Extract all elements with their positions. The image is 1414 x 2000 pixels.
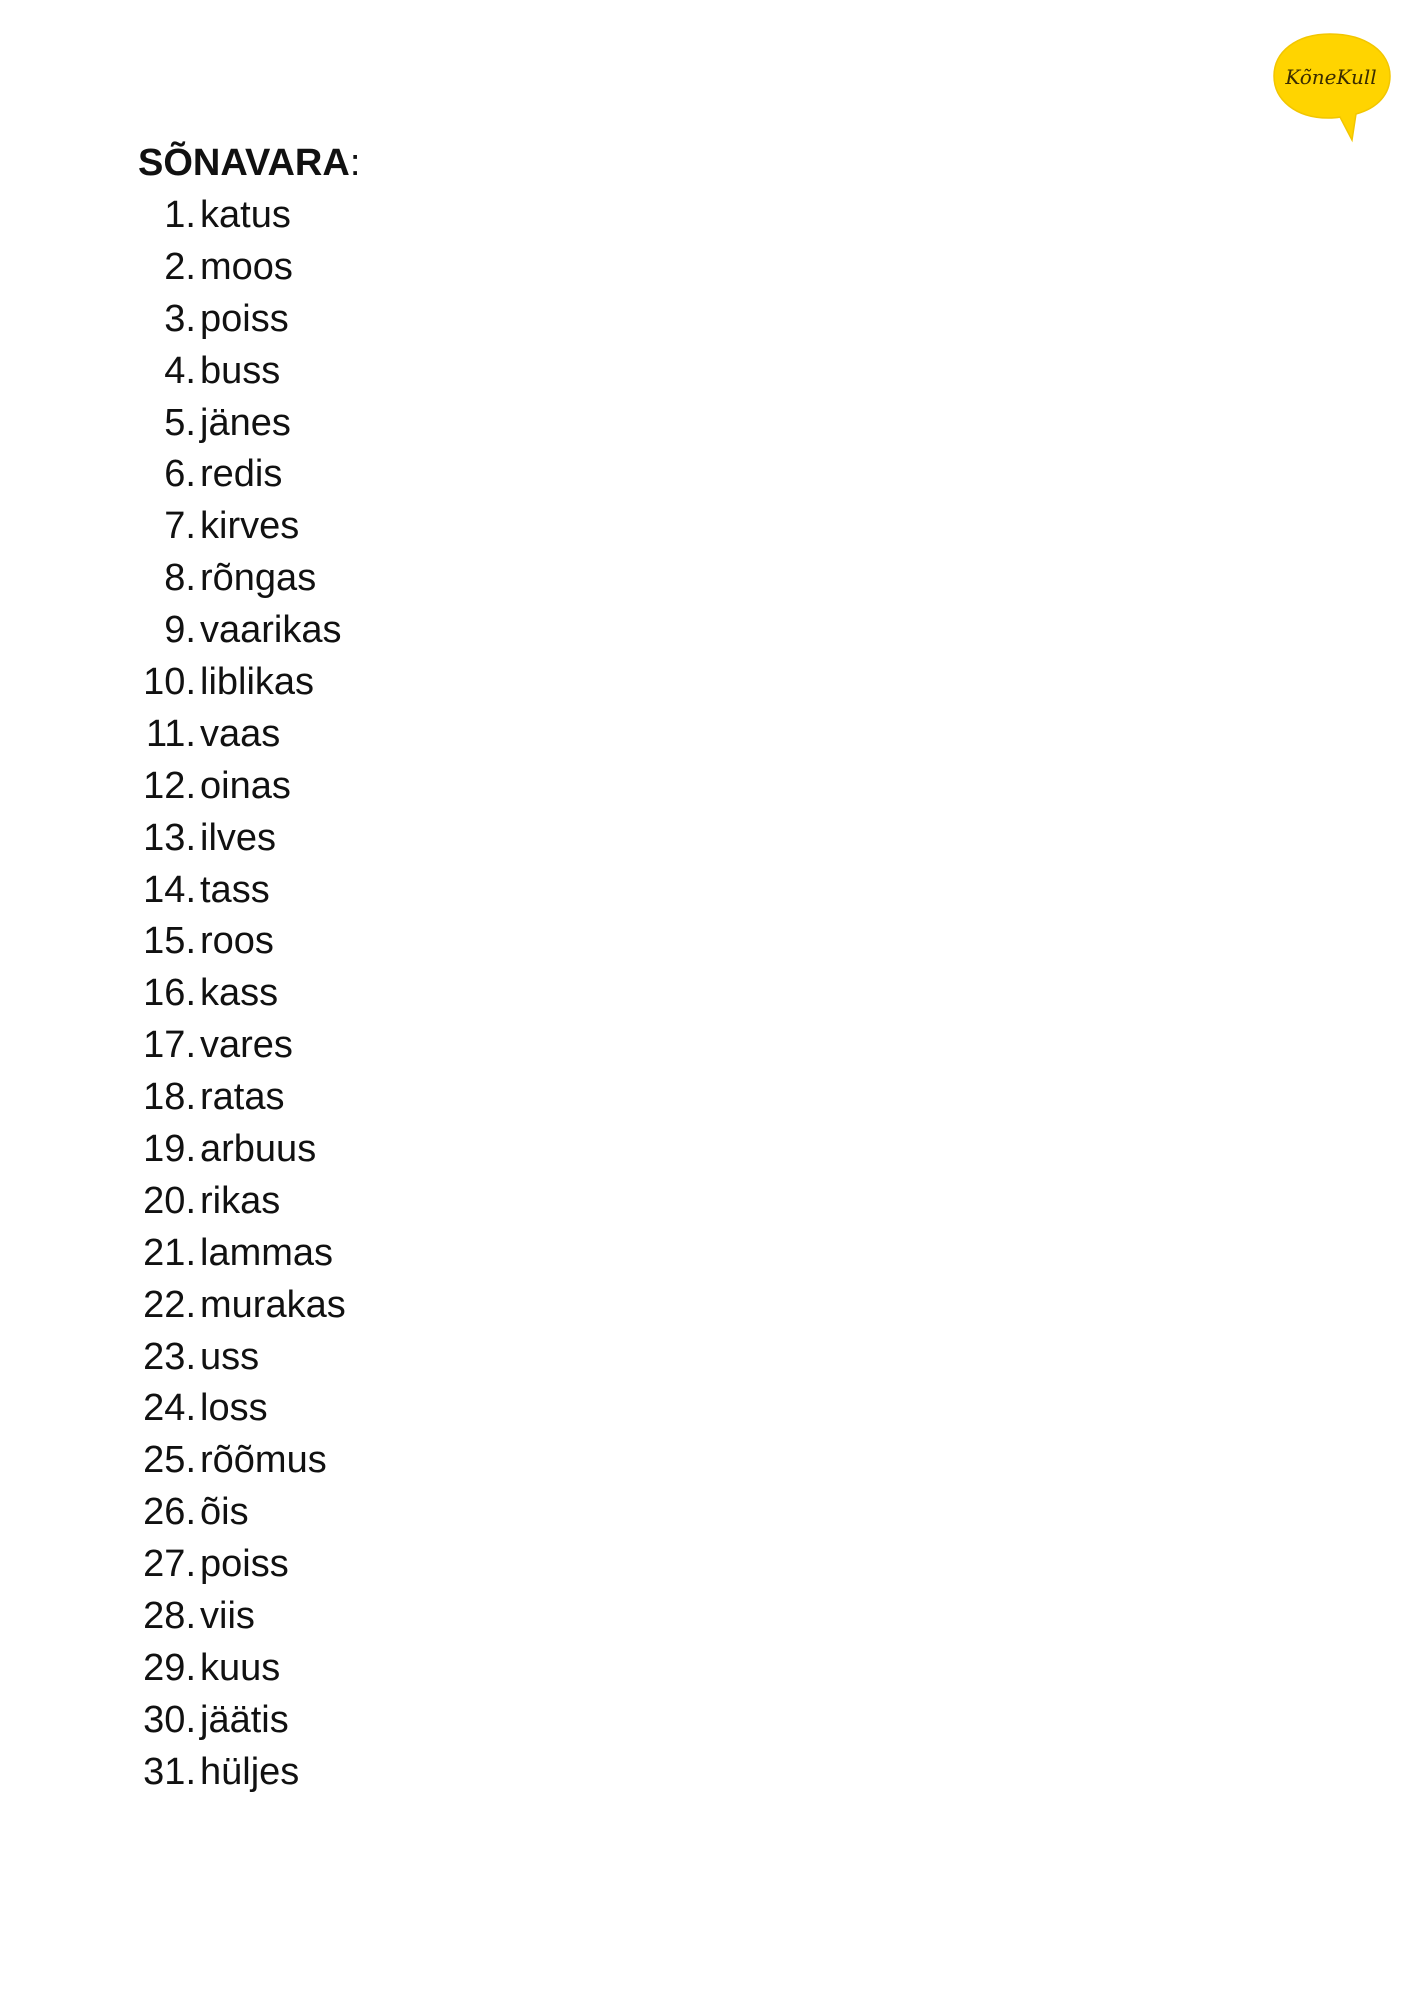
list-item — [138, 813, 838, 865]
list-item — [138, 1487, 838, 1539]
list-item-number: 10. — [143, 661, 196, 704]
list-item — [138, 190, 838, 242]
list-item-number: 6. — [164, 453, 196, 496]
list-item-number: 11. — [145, 712, 196, 755]
list-item-word: katus — [200, 194, 291, 236]
list-item — [138, 398, 838, 450]
list-item-word: viis — [200, 1595, 255, 1638]
list-item-number: 4. — [164, 349, 196, 392]
list-item — [138, 1280, 838, 1332]
page-title — [138, 140, 838, 186]
list-item — [138, 1020, 838, 1072]
list-item-number: 28. — [143, 1595, 196, 1638]
list-item — [138, 1072, 838, 1124]
list-item-word: tass — [200, 868, 270, 911]
list-item-word: uss — [200, 1335, 260, 1378]
list-item-word: ratas — [200, 1076, 285, 1119]
list-item-number: 12. — [143, 764, 196, 807]
list-item-word: rikas — [200, 1179, 281, 1222]
list-item — [138, 1539, 838, 1591]
list-item-number: 9. — [164, 609, 196, 652]
list-item — [138, 968, 838, 1020]
list-item-word: redis — [200, 453, 283, 496]
list-item-word: moos — [200, 245, 293, 288]
list-item-number: 19. — [143, 1128, 196, 1171]
list-item — [138, 242, 838, 294]
list-item — [138, 1747, 838, 1799]
list-item — [138, 346, 838, 398]
list-item — [138, 865, 838, 917]
list-item-number: 13. — [143, 816, 196, 859]
list-item-number: 25. — [143, 1439, 196, 1482]
list-item — [138, 553, 838, 605]
list-item-number: 17. — [143, 1024, 196, 1067]
list-item-number: 31. — [143, 1750, 196, 1793]
list-item-word: vaas — [200, 712, 281, 755]
list-item-word: liblikas — [200, 661, 315, 704]
list-item-word: hüljes — [200, 1750, 300, 1793]
list-item-word: buss — [200, 349, 281, 392]
list-item-number: 8. — [164, 557, 196, 600]
page-title-colon: : — [349, 142, 361, 184]
list-item-number: 7. — [164, 505, 196, 548]
speech-bubble-icon — [1266, 28, 1396, 148]
list-item-word: murakas — [200, 1283, 346, 1326]
list-item-number: 14. — [143, 868, 196, 911]
list-item — [138, 916, 838, 968]
list-item — [138, 294, 838, 346]
list-item-word: jänes — [200, 401, 291, 444]
list-item-number: 23. — [143, 1335, 196, 1378]
list-item — [138, 1695, 838, 1747]
list-item-number: 26. — [143, 1491, 196, 1534]
list-item — [138, 709, 838, 761]
list-item-number: 30. — [143, 1698, 196, 1741]
list-item-number: 21. — [143, 1231, 196, 1274]
list-item-word: kuus — [200, 1646, 281, 1689]
list-item — [138, 761, 838, 813]
list-item-word: rõngas — [200, 557, 317, 600]
list-item-number: 27. — [143, 1543, 196, 1586]
list-item — [138, 449, 838, 501]
list-item-word: ilves — [200, 816, 277, 859]
list-item-word: arbuus — [200, 1128, 317, 1171]
list-item-number: 24. — [143, 1387, 196, 1430]
list-item — [138, 501, 838, 553]
list-item-number: 20. — [143, 1179, 196, 1222]
list-item — [138, 657, 838, 709]
list-item-word: kirves — [200, 505, 300, 548]
page-title-text: SÕNAVARA — [138, 142, 350, 184]
list-item — [138, 1591, 838, 1643]
list-item-word: lammas — [200, 1231, 334, 1274]
list-item-number: 15. — [143, 920, 196, 963]
list-item-number: 18. — [143, 1076, 196, 1119]
brand-logo — [1266, 28, 1396, 148]
list-item-number: 3. — [164, 297, 196, 340]
list-item-number: 1. — [164, 194, 196, 236]
list-item-word: loss — [200, 1387, 268, 1430]
list-item — [138, 1383, 838, 1435]
list-item — [138, 1176, 838, 1228]
list-item-number: 22. — [143, 1283, 196, 1326]
list-item-word: vaarikas — [200, 609, 342, 652]
list-item-word: oinas — [200, 764, 291, 807]
list-item-number: 2. — [164, 245, 196, 288]
list-item-word: rõõmus — [200, 1439, 327, 1482]
logo-text: KõneKull — [1285, 65, 1377, 89]
list-item — [138, 605, 838, 657]
list-item-number: 16. — [143, 972, 196, 1015]
list-item-number: 5. — [164, 401, 196, 444]
vocabulary-list — [138, 190, 838, 1799]
list-item-word: kass — [200, 972, 279, 1015]
list-item-word: jäätis — [200, 1698, 289, 1741]
vocabulary-section — [138, 140, 838, 1799]
list-item-word: vares — [200, 1024, 293, 1067]
list-item — [138, 1332, 838, 1384]
list-item-number: 29. — [143, 1646, 196, 1689]
list-item — [138, 1228, 838, 1280]
list-item — [138, 1435, 838, 1487]
list-item-word: poiss — [200, 297, 289, 340]
list-item-word: roos — [200, 920, 274, 963]
list-item-word: poiss — [200, 1543, 289, 1586]
list-item-word: õis — [200, 1491, 249, 1534]
list-item — [138, 1643, 838, 1695]
list-item — [138, 1124, 838, 1176]
